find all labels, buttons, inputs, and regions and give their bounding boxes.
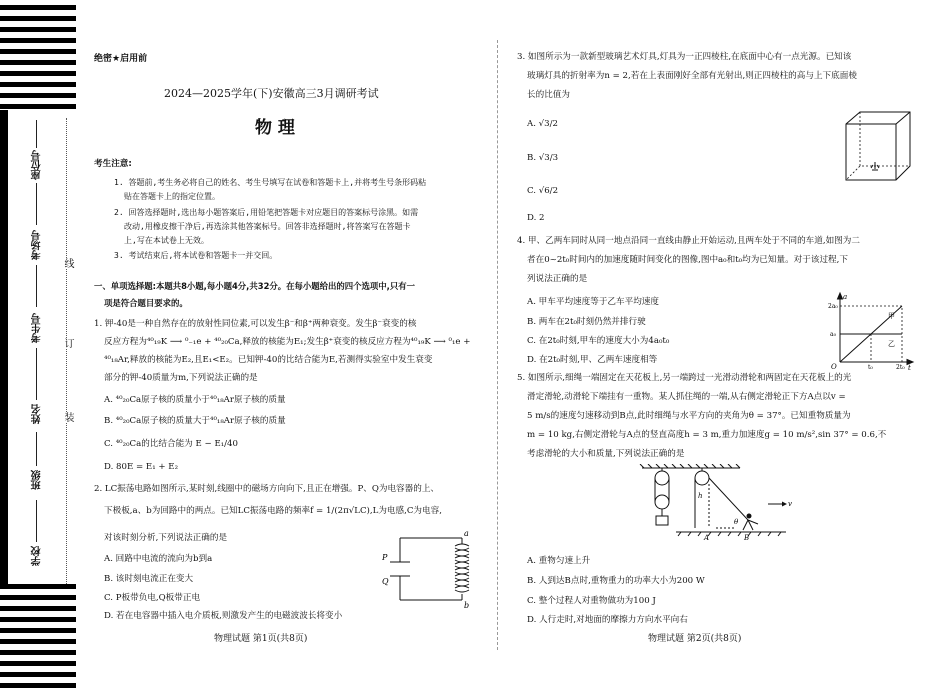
q1-option-c: C. ⁴⁰₂₀Ca的比结合能为 E − E₁/40 xyxy=(104,439,238,449)
q2-option-c: C. P板带负电,Q板带正电 xyxy=(104,593,201,603)
q3-option-a: A. √3/2 xyxy=(527,119,558,129)
q5-label-theta: θ xyxy=(734,518,739,526)
q2-text: 下极板,a、b为回路中的两点。已知LC振荡电路的频率f = 1/(2π√LC),L为电感,C为电容, xyxy=(104,506,442,516)
side-field-class: 班级 xyxy=(32,470,43,490)
notes-item: 上,写在本试卷上无效。 xyxy=(124,236,209,245)
q5-option-a: A. 重物匀速上升 xyxy=(527,556,591,566)
notes-item: 改动,用橡皮擦干净后,再选涂其他答案标号。回答非选择题时,将答案写在答题卡 xyxy=(124,222,411,231)
notes-title: 考生注意: xyxy=(94,159,132,169)
q2-text: 2. LC振荡电路如图所示,某时刻,线圈中的磁场方向向下,且正在增强。P、Q为电容器的上、 xyxy=(94,484,440,494)
q2-label-q: Q xyxy=(382,577,389,586)
page-footer-1: 物理试题 第1页(共8页) xyxy=(214,634,308,644)
exam-title: 2024—2025学年(下)安徽高三3月调研考试 xyxy=(164,87,379,100)
q4-y-mid-label: a₀ xyxy=(830,331,836,338)
velocity-arrow-icon xyxy=(782,502,787,507)
secret-mark: 绝密★启用前 xyxy=(94,54,148,64)
q4-origin-label: O xyxy=(831,363,837,370)
q3-option-d: D. 2 xyxy=(527,213,545,223)
q5-text: 考虑滑轮的大小和质量,下列说法正确的是 xyxy=(527,449,685,459)
q3-text: 长的比值为 xyxy=(527,90,570,100)
q3-text: 3. 如图所示为一款新型玻璃艺术灯具,灯具为一正四棱柱,在底面中心有一点光源。已知该 xyxy=(517,52,852,62)
q4-text: 4. 甲、乙两车同时从同一地点沿同一直线由静止开始运动,且两车处于不同的车道,如图为二 xyxy=(517,236,860,246)
light-source-icon xyxy=(871,162,879,170)
q5-option-c: C. 整个过程人对重物做功为100 J xyxy=(527,596,656,606)
person-icon xyxy=(747,514,752,519)
notes-item: 2. 回答选择题时,选出每小题答案后,用铅笔把答题卡对应题目的答案标号涂黑。如需 xyxy=(114,208,419,217)
side-field-line xyxy=(36,348,37,400)
q5-label-h: h xyxy=(698,492,703,500)
binding-mark-pack: 装 xyxy=(62,412,73,422)
q2-option-d: D. 若在电容器中插入电介质板,则激发产生的电磁波波长将变小 xyxy=(104,611,343,621)
side-field-line xyxy=(36,432,37,466)
q2-text: 对该时刻分析,下列说法正确的是 xyxy=(104,533,228,543)
q1-text: 1. 钾-40是一种自然存在的放射性同位素,可以发生β⁻和β⁺两种衰变。发生β⁻衰变的核 xyxy=(94,319,417,329)
q2-lc-circuit-figure xyxy=(382,528,492,610)
q5-label-v: v xyxy=(788,500,792,508)
side-field-seat: 座位号 xyxy=(32,150,43,180)
q4-series-yi-label: 乙 xyxy=(888,340,895,348)
q5-text: 5. 如图所示,细绳一端固定在天花板上,另一端跨过一光滑动滑轮和两固定在天花板上的光 xyxy=(517,373,852,383)
q5-text: 5 m/s的速度匀速移动到B点,此时细绳与水平方向的夹角为θ = 37°。已知重物质量为 xyxy=(527,411,851,421)
q4-text: 列说法正确的是 xyxy=(527,274,588,284)
q4-option-d: D. 在2t₀时刻,甲、乙两车速度相等 xyxy=(527,355,658,365)
side-field-name: 姓名 xyxy=(32,404,43,424)
binding-dotted-line xyxy=(66,118,67,584)
q4-option-a: A. 甲车平均速度等于乙车平均速度 xyxy=(527,297,659,307)
q3-option-c: C. √6/2 xyxy=(527,186,559,196)
q3-text: 玻璃灯具的折射率为n = 2,若在上表面刚好全部有光射出,则正四棱柱的高与上下底面棱 xyxy=(527,71,857,81)
side-field-room: 考场号 xyxy=(32,230,43,260)
q4-y-top-label: 2a₀ xyxy=(828,303,838,310)
notes-item: 3. 考试结束后,将本试卷和答题卡一并交回。 xyxy=(114,251,278,260)
q2-label-p: P xyxy=(382,553,388,562)
side-field-line xyxy=(36,183,37,225)
q4-y-axis-label: a xyxy=(843,293,848,301)
q5-text: m = 10 kg,右侧定滑轮与A点的竖直高度h = 3 m,重力加速度g = 10 m/s²,sin 37° = 0.6,不 xyxy=(527,430,887,440)
q2-option-b: B. 该时刻电流正在变大 xyxy=(104,574,194,584)
notes-item: 贴在答题卡上的指定位置。 xyxy=(124,192,220,201)
q1-text: 反应方程为⁴⁰₁₉K ⟶ ⁰₋₁e + ⁴⁰₂₀Ca,释放的核能为E₁;发生β⁺衰变的核反应方程为⁴⁰₁₉K ⟶ ⁰₁e + xyxy=(104,337,471,347)
binding-mark-order: 订 xyxy=(62,338,73,348)
column-divider xyxy=(497,40,498,650)
q1-option-b: B. ⁴⁰₂₀Ca原子核的质量大于⁴⁰₁₈Ar原子核的质量 xyxy=(104,416,286,426)
q3-option-b: B. √3/3 xyxy=(527,153,559,163)
page-footer-2: 物理试题 第2页(共8页) xyxy=(648,634,742,644)
q4-x-axis-label: t xyxy=(908,364,911,370)
q5-option-d: D. 人行走时,对地面的摩擦力方向水平向右 xyxy=(527,615,688,625)
q4-text: 者在0~2t₀时间内的加速度随时间变化的图像,图中a₀和t₀均为已知量。对于该过程,下 xyxy=(527,255,848,265)
side-field-student-id: 考生号 xyxy=(32,313,43,343)
binding-mark-line: 线 xyxy=(62,258,73,268)
q2-label-a: a xyxy=(464,529,469,538)
q1-option-a: A. ⁴⁰₂₀Ca原子核的质量小于⁴⁰₁₈Ar原子核的质量 xyxy=(104,395,286,405)
q2-label-b: b xyxy=(464,601,470,610)
q5-label-a: A xyxy=(704,534,710,542)
q5-text: 滑定滑轮,动滑轮下端挂有一重物。某人抓住绳的一端,从右侧定滑轮正下方A点以v = xyxy=(527,392,846,402)
q4-x-2t0-label: 2t₀ xyxy=(896,364,905,370)
q4-series-jia-label: 甲 xyxy=(888,312,895,320)
q4-option-c: C. 在2t₀时刻,甲车的速度大小为4a₀t₀ xyxy=(527,336,670,346)
binding-side-bar xyxy=(0,110,8,584)
page-title: 物 理 xyxy=(255,118,295,138)
q1-option-d: D. 80E = E₁ + E₂ xyxy=(104,462,179,472)
q5-pulley-figure xyxy=(636,464,796,542)
q1-text: 部分的钾-40质量为m,下列说法正确的是 xyxy=(104,373,258,383)
section-heading: 一、单项选择题:本题共8小题,每小题4分,共32分。在每小题给出的四个选项中,只有一 xyxy=(94,281,415,291)
section-heading: 项是符合题目要求的。 xyxy=(104,298,188,308)
notes-item: 1. 答题前,考生务必将自己的姓名、考生号填写在试卷和答题卡上,并将考生号条形码粘 xyxy=(114,178,427,187)
q2-option-a: A. 回路中电流的流向为b到a xyxy=(104,554,213,564)
side-field-school: 学校 xyxy=(32,546,43,566)
q4-x-t0-label: t₀ xyxy=(868,364,873,370)
q1-text: ⁴⁰₁₈Ar,释放的核能为E₂,且E₁<E₂。已知钾-40的比结合能为E,若测得实验室中发生衰变 xyxy=(104,355,433,365)
side-field-line xyxy=(36,265,37,307)
q3-prism-figure xyxy=(842,108,914,186)
q4-acceleration-graph xyxy=(828,290,916,370)
q5-option-b: B. 人到达B点时,重物重力的功率大小为200 W xyxy=(527,576,705,586)
side-field-line xyxy=(36,120,37,148)
q4-option-b: B. 两车在2t₀时刻仍然并排行驶 xyxy=(527,317,646,327)
side-field-line xyxy=(36,500,37,542)
q5-label-b: B xyxy=(744,534,750,542)
